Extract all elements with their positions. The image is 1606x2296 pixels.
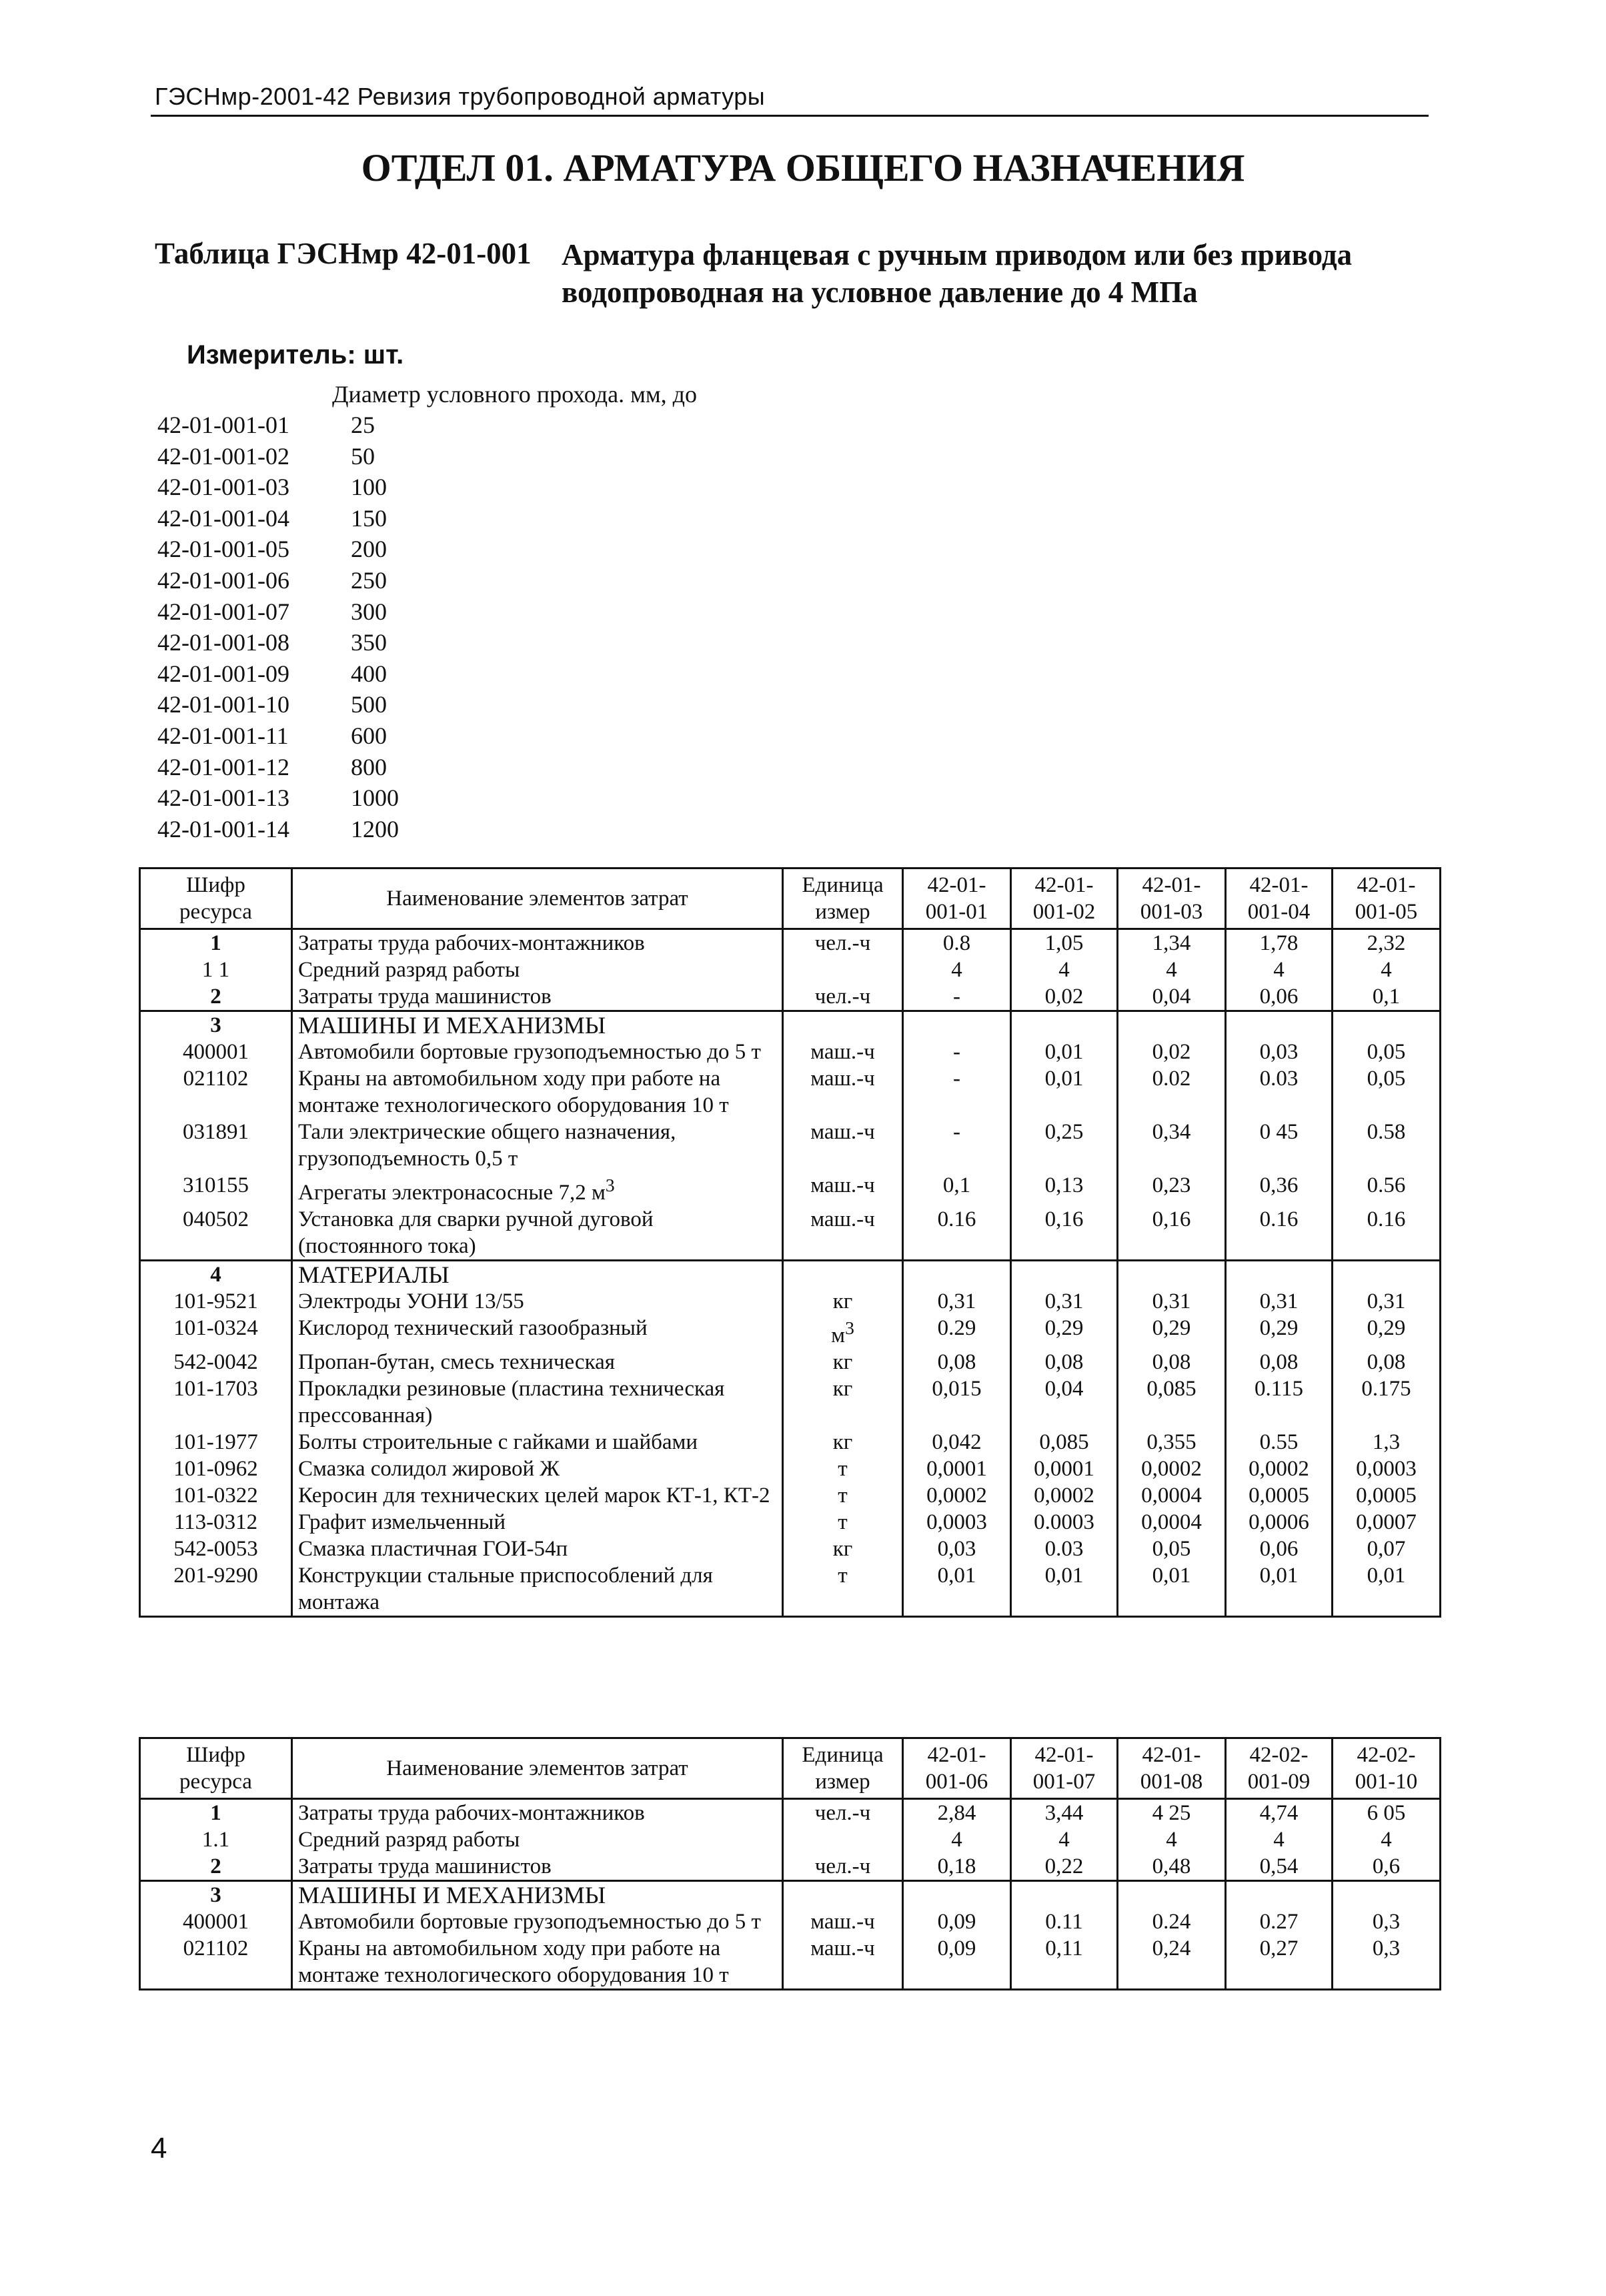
row-value: 4	[903, 1826, 1011, 1853]
table-row	[140, 1429, 1441, 1456]
table-description-line-1: Арматура фланцевая с ручным приводом или без привода	[562, 238, 1353, 271]
row-value: 0,0002	[1118, 1456, 1226, 1482]
diameter-header: Диаметр условного прохода. мм, до	[332, 381, 697, 408]
table-row	[140, 957, 1441, 983]
row-code: 031891	[140, 1119, 292, 1172]
row-unit: т	[783, 1509, 903, 1536]
measure-unit: Измеритель: шт.	[187, 340, 404, 370]
section-row	[140, 1011, 1441, 1039]
diameter: 800	[351, 753, 387, 780]
section-title: МАШИНЫ И МЕХАНИЗМЫ	[292, 1011, 783, 1039]
row-name: Затраты труда рабочих-монтажников	[292, 929, 783, 957]
row-name: Краны на автомобильном ходу при работе на монтаже технологического оборудования 10 т	[292, 1065, 783, 1119]
row-value: 0,27	[1226, 1935, 1333, 1990]
row-code: 101-1703	[140, 1375, 292, 1429]
row-value: 0,31	[1118, 1288, 1226, 1315]
header-unit: Единица измер	[783, 1738, 903, 1799]
table-row	[140, 1826, 1441, 1853]
row-unit: кг	[783, 1288, 903, 1315]
code-row	[157, 689, 399, 720]
row-value: 0,06	[1226, 983, 1333, 1011]
code-row	[157, 782, 399, 814]
row-value: 4	[1118, 1826, 1226, 1853]
row-value: 0.58	[1333, 1119, 1441, 1172]
row-unit: чел.-ч	[783, 1799, 903, 1827]
header-col: 42-01- 001-01	[903, 869, 1011, 929]
table-row	[140, 1349, 1441, 1375]
table-row	[140, 1065, 1441, 1119]
row-value: 4,74	[1226, 1799, 1333, 1827]
header-col: 42-01- 001-07	[1011, 1738, 1118, 1799]
table-row	[140, 929, 1441, 957]
row-value: 0,0002	[1011, 1482, 1118, 1509]
header-col: 42-01- 001-05	[1333, 869, 1441, 929]
row-value: 0.11	[1011, 1908, 1118, 1935]
code-list	[157, 410, 399, 844]
row-value: 0,1	[1333, 983, 1441, 1011]
row-value: 0,02	[1011, 983, 1118, 1011]
diameter: 1000	[351, 784, 399, 812]
row-value: 0,355	[1118, 1429, 1226, 1456]
row-value: 0,04	[1118, 983, 1226, 1011]
row-code: 310155	[140, 1172, 292, 1206]
row-unit: $м^3$	[783, 1315, 903, 1349]
diameter: 400	[351, 660, 387, 687]
row-name: Смазка солидол жировой Ж	[292, 1456, 783, 1482]
section-row	[140, 1881, 1441, 1909]
table-row	[140, 1172, 1441, 1206]
row-code: 400001	[140, 1039, 292, 1065]
row-value: 0,04	[1011, 1375, 1118, 1429]
row-name: Электроды УОНИ 13/55	[292, 1288, 783, 1315]
row-value: 0,0001	[903, 1456, 1011, 1482]
table-row	[140, 1039, 1441, 1065]
row-unit: маш.-ч	[783, 1172, 903, 1206]
header-cipher: Шифр ресурса	[140, 869, 292, 929]
row-value: 0,23	[1118, 1172, 1226, 1206]
header-col: 42-01- 001-08	[1118, 1738, 1226, 1799]
header-unit: Единица измер	[783, 869, 903, 929]
row-value: 0,01	[1011, 1562, 1118, 1617]
code: 42-01-001-10	[157, 691, 289, 718]
row-value: 0,07	[1333, 1536, 1441, 1562]
header-col: 42-01- 001-06	[903, 1738, 1011, 1799]
row-value: 0.02	[1118, 1065, 1226, 1119]
row-value: 0.8	[903, 929, 1011, 957]
row-value: 0,0003	[903, 1509, 1011, 1536]
row-name: Средний разряд работы	[292, 957, 783, 983]
diameter: 1200	[351, 815, 399, 842]
row-value: 0,042	[903, 1429, 1011, 1456]
code-row	[157, 752, 399, 783]
row-unit: т	[783, 1456, 903, 1482]
row-name: Установка для сварки ручной дуговой (постоянного тока)	[292, 1206, 783, 1261]
row-name: Графит измельченный	[292, 1509, 783, 1536]
row-name: Прокладки резиновые (пластина техническая прессованная)	[292, 1375, 783, 1429]
row-name: Конструкции стальные приспособлений для монтажа	[292, 1562, 783, 1617]
table-description-line-2: водопроводная на условное давление до 4 МПа	[562, 275, 1198, 309]
row-value: 0.0003	[1011, 1509, 1118, 1536]
code-row	[157, 658, 399, 690]
header-col: 42-01- 001-02	[1011, 869, 1118, 929]
row-unit: кг	[783, 1349, 903, 1375]
code: 42-01-001-09	[157, 660, 289, 687]
row-code: 101-0962	[140, 1456, 292, 1482]
section-code: 3	[140, 1881, 292, 1909]
diameter: 50	[351, 442, 375, 470]
row-name: Затраты труда рабочих-монтажников	[292, 1799, 783, 1827]
code-row	[157, 814, 399, 845]
row-value: 0,03	[903, 1536, 1011, 1562]
row-unit: чел.-ч	[783, 983, 903, 1011]
row-unit: маш.-ч	[783, 1935, 903, 1990]
row-value: 4	[1011, 1826, 1118, 1853]
row-name: Автомобили бортовые грузоподъемностью до 5 т	[292, 1039, 783, 1065]
row-value: 0,085	[1011, 1429, 1118, 1456]
row-value: 0,08	[1118, 1349, 1226, 1375]
row-code: 101-1977	[140, 1429, 292, 1456]
row-value: 0.03	[1011, 1536, 1118, 1562]
row-code: 113-0312	[140, 1509, 292, 1536]
row-value: 0,06	[1226, 1536, 1333, 1562]
code: 42-01-001-08	[157, 629, 289, 656]
row-value: 0,24	[1118, 1935, 1226, 1990]
row-value: 0,31	[903, 1288, 1011, 1315]
header-cipher: Шифр ресурса	[140, 1738, 292, 1799]
row-unit: маш.-ч	[783, 1908, 903, 1935]
row-code: 542-0053	[140, 1536, 292, 1562]
row-value: 0.16	[1333, 1206, 1441, 1261]
row-value: -	[903, 1065, 1011, 1119]
row-name: Автомобили бортовые грузоподъемностью до 5 т	[292, 1908, 783, 1935]
row-value: 0,54	[1226, 1853, 1333, 1881]
row-value: 0,0001	[1011, 1456, 1118, 1482]
row-value: 0,29	[1333, 1315, 1441, 1349]
header-col: 42-01- 001-04	[1226, 869, 1333, 929]
row-value: 1,05	[1011, 929, 1118, 957]
code-row	[157, 410, 399, 441]
row-code: 1.1	[140, 1826, 292, 1853]
row-value: 0.03	[1226, 1065, 1333, 1119]
row-value: 0.16	[903, 1206, 1011, 1261]
row-value: 0,0002	[903, 1482, 1011, 1509]
row-value: 0,09	[903, 1908, 1011, 1935]
code: 42-01-001-06	[157, 566, 289, 594]
header-rule	[151, 115, 1429, 117]
row-unit: маш.-ч	[783, 1065, 903, 1119]
diameter: 100	[351, 474, 387, 501]
row-value: 0,16	[1011, 1206, 1118, 1261]
section-title: МАШИНЫ И МЕХАНИЗМЫ	[292, 1881, 783, 1909]
row-code: 1	[140, 929, 292, 957]
diameter: 500	[351, 691, 387, 718]
diameter: 25	[351, 412, 375, 438]
row-unit	[783, 1826, 903, 1853]
row-unit: кг	[783, 1536, 903, 1562]
row-value: 0.115	[1226, 1375, 1333, 1429]
resource-table-1	[139, 867, 1441, 1618]
code-row	[157, 596, 399, 628]
row-value: 0,0007	[1333, 1509, 1441, 1536]
row-value: 4	[1226, 957, 1333, 983]
header-col: 42-01- 001-03	[1118, 869, 1226, 929]
code: 42-01-001-05	[157, 536, 289, 563]
section-title: МАТЕРИАЛЫ	[292, 1261, 783, 1289]
row-value: 2,32	[1333, 929, 1441, 957]
table-description	[562, 236, 1429, 311]
table-label: Таблица ГЭСНмр 42-01-001	[155, 237, 532, 270]
code: 42-01-001-02	[157, 442, 289, 470]
row-code: 021102	[140, 1065, 292, 1119]
table-row	[140, 1799, 1441, 1827]
row-value: 0,0003	[1333, 1456, 1441, 1482]
row-code: 400001	[140, 1908, 292, 1935]
table-row	[140, 1375, 1441, 1429]
row-value: 0,48	[1118, 1853, 1226, 1881]
row-value: 0,03	[1226, 1039, 1333, 1065]
row-name: Пропан-бутан, смесь техническая	[292, 1349, 783, 1375]
code: 42-01-001-12	[157, 753, 289, 780]
table-row	[140, 1509, 1441, 1536]
row-value: 0,34	[1118, 1119, 1226, 1172]
table-row	[140, 1935, 1441, 1990]
row-value: -	[903, 1039, 1011, 1065]
row-code: 2	[140, 1853, 292, 1881]
row-value: 0,31	[1226, 1288, 1333, 1315]
superscript: 3	[605, 1175, 615, 1195]
row-value: 0,05	[1333, 1065, 1441, 1119]
table-row	[140, 1288, 1441, 1315]
row-unit: чел.-ч	[783, 1853, 903, 1881]
row-unit: чел.-ч	[783, 929, 903, 957]
row-value: 0,22	[1011, 1853, 1118, 1881]
row-unit	[783, 957, 903, 983]
row-value: 0,0002	[1226, 1456, 1333, 1482]
row-value: 0,01	[903, 1562, 1011, 1617]
code-row	[157, 503, 399, 534]
row-value: 0,01	[1011, 1065, 1118, 1119]
page-number: 4	[151, 2132, 167, 2165]
row-name: Средний разряд работы	[292, 1826, 783, 1853]
row-code: 101-9521	[140, 1288, 292, 1315]
row-value: 0,31	[1011, 1288, 1118, 1315]
diameter: 350	[351, 629, 387, 656]
row-value: 0,1	[903, 1172, 1011, 1206]
table-header-row	[140, 1738, 1441, 1799]
row-value: 1,3	[1333, 1429, 1441, 1456]
code-row	[157, 627, 399, 658]
row-value: 0,0005	[1333, 1482, 1441, 1509]
row-value: 0,18	[903, 1853, 1011, 1881]
row-value: 0,05	[1333, 1039, 1441, 1065]
row-value: 1,78	[1226, 929, 1333, 957]
code-row	[157, 565, 399, 596]
section-code: 4	[140, 1261, 292, 1289]
table-row	[140, 1853, 1441, 1881]
row-value: 0,11	[1011, 1935, 1118, 1990]
row-value: 0,05	[1118, 1536, 1226, 1562]
row-value: 2,84	[903, 1799, 1011, 1827]
row-value: 0,085	[1118, 1375, 1226, 1429]
row-value: 0,08	[1011, 1349, 1118, 1375]
code: 42-01-001-11	[157, 722, 289, 749]
row-value: 0.55	[1226, 1429, 1333, 1456]
table-row	[140, 1119, 1441, 1172]
code-row	[157, 441, 399, 472]
row-value: 0,08	[1333, 1349, 1441, 1375]
row-value: 0,29	[1011, 1315, 1118, 1349]
row-value: 6 05	[1333, 1799, 1441, 1827]
section-row	[140, 1261, 1441, 1289]
row-code: 542-0042	[140, 1349, 292, 1375]
row-name: Затраты труда машинистов	[292, 983, 783, 1011]
diameter: 150	[351, 504, 387, 532]
superscript: 3	[845, 1317, 854, 1338]
row-name: Агрегаты электронасосные 7,2 $м^3$	[292, 1172, 783, 1206]
row-value: 4	[1118, 957, 1226, 983]
header-col: 42-02- 001-10	[1333, 1738, 1441, 1799]
table-row	[140, 1536, 1441, 1562]
row-code: 1	[140, 1799, 292, 1827]
row-value: 0,36	[1226, 1172, 1333, 1206]
table-row	[140, 1482, 1441, 1509]
row-value: 0,29	[1226, 1315, 1333, 1349]
header-name: Наименование элементов затрат	[292, 1738, 783, 1799]
table-row	[140, 983, 1441, 1011]
row-value: 4	[903, 957, 1011, 983]
row-value: 0,0004	[1118, 1482, 1226, 1509]
row-value: 0,0004	[1118, 1509, 1226, 1536]
code-row	[157, 472, 399, 503]
row-name: Керосин для технических целей марок КТ-1, КТ-2	[292, 1482, 783, 1509]
row-value: 0,31	[1333, 1288, 1441, 1315]
row-value: 0 45	[1226, 1119, 1333, 1172]
row-value: 0.27	[1226, 1908, 1333, 1935]
row-value: 0,08	[1226, 1349, 1333, 1375]
row-value: 0,6	[1333, 1853, 1441, 1881]
row-name: Кислород технический газообразный	[292, 1315, 783, 1349]
resource-table-2	[139, 1737, 1441, 1990]
row-code: 1 1	[140, 957, 292, 983]
row-code: 101-0324	[140, 1315, 292, 1349]
row-unit: т	[783, 1562, 903, 1617]
row-value: -	[903, 983, 1011, 1011]
row-value: 0,01	[1118, 1562, 1226, 1617]
row-value: 0.56	[1333, 1172, 1441, 1206]
row-unit: кг	[783, 1429, 903, 1456]
row-value: -	[903, 1119, 1011, 1172]
code: 42-01-001-03	[157, 474, 289, 501]
row-value: 0,3	[1333, 1935, 1441, 1990]
row-value: 0,02	[1118, 1039, 1226, 1065]
code: 42-01-001-14	[157, 815, 289, 842]
row-value: 0,25	[1011, 1119, 1118, 1172]
row-value: 0,13	[1011, 1172, 1118, 1206]
row-value: 0,3	[1333, 1908, 1441, 1935]
row-value: 0,16	[1118, 1206, 1226, 1261]
code-row	[157, 534, 399, 565]
row-value: 0,01	[1226, 1562, 1333, 1617]
row-value: 0.175	[1333, 1375, 1441, 1429]
code: 42-01-001-07	[157, 598, 289, 625]
row-value: 0,0006	[1226, 1509, 1333, 1536]
row-value: 0,01	[1333, 1562, 1441, 1617]
table-row	[140, 1206, 1441, 1261]
row-value: 4	[1333, 1826, 1441, 1853]
row-value: 4 25	[1118, 1799, 1226, 1827]
header-name: Наименование элементов затрат	[292, 869, 783, 929]
row-value: 4	[1011, 957, 1118, 983]
row-value: 0,09	[903, 1935, 1011, 1990]
running-header: ГЭСНмр-2001-42 Ревизия трубопроводной арматуры	[155, 83, 766, 110]
row-value: 0,0005	[1226, 1482, 1333, 1509]
row-code: 2	[140, 983, 292, 1011]
row-value: 4	[1333, 957, 1441, 983]
table-row	[140, 1562, 1441, 1617]
row-value: 0,015	[903, 1375, 1011, 1429]
row-value: 0.29	[903, 1315, 1011, 1349]
row-value: 0,08	[903, 1349, 1011, 1375]
row-code: 201-9290	[140, 1562, 292, 1617]
row-code: 040502	[140, 1206, 292, 1261]
row-value: 0.16	[1226, 1206, 1333, 1261]
row-name: Затраты труда машинистов	[292, 1853, 783, 1881]
row-value: 4	[1226, 1826, 1333, 1853]
header-col: 42-02- 001-09	[1226, 1738, 1333, 1799]
table-row	[140, 1908, 1441, 1935]
table-row	[140, 1456, 1441, 1482]
section-code: 3	[140, 1011, 292, 1039]
diameter: 200	[351, 536, 387, 563]
row-code: 021102	[140, 1935, 292, 1990]
table-row	[140, 1315, 1441, 1349]
row-name: Тали электрические общего назначения, грузоподъемность 0,5 т	[292, 1119, 783, 1172]
row-unit: кг	[783, 1375, 903, 1429]
code-row	[157, 720, 399, 752]
diameter: 300	[351, 598, 387, 625]
row-name: Болты строительные с гайками и шайбами	[292, 1429, 783, 1456]
code: 42-01-001-13	[157, 784, 289, 812]
row-code: 101-0322	[140, 1482, 292, 1509]
row-unit: маш.-ч	[783, 1206, 903, 1261]
row-value: 0.24	[1118, 1908, 1226, 1935]
row-value: 0,01	[1011, 1039, 1118, 1065]
row-name: Смазка пластичная ГОИ-54п	[292, 1536, 783, 1562]
row-unit: маш.-ч	[783, 1039, 903, 1065]
code: 42-01-001-04	[157, 504, 289, 532]
row-value: 1,34	[1118, 929, 1226, 957]
table-header-row	[140, 869, 1441, 929]
row-value: 0,29	[1118, 1315, 1226, 1349]
row-name: Краны на автомобильном ходу при работе на монтаже технологического оборудования 10 т	[292, 1935, 783, 1990]
section-title: ОТДЕЛ 01. АРМАТУРА ОБЩЕГО НАЗНАЧЕНИЯ	[361, 146, 1245, 189]
diameter: 250	[351, 566, 387, 594]
row-value: 3,44	[1011, 1799, 1118, 1827]
code: 42-01-001-01	[157, 412, 289, 438]
row-unit: маш.-ч	[783, 1119, 903, 1172]
diameter: 600	[351, 722, 387, 749]
row-unit: т	[783, 1482, 903, 1509]
